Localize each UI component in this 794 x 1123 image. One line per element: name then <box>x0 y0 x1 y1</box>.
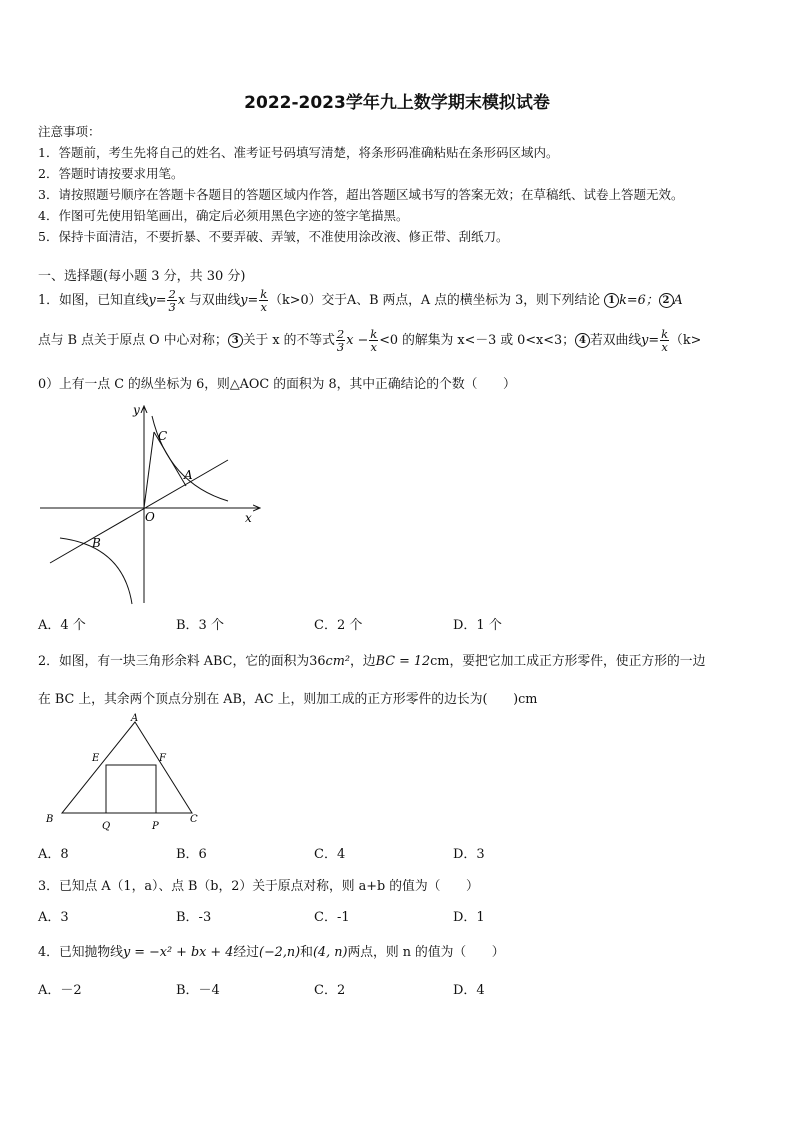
q1-line-2: 点与 B 点关于原点 O 中心对称； 3 关于 x 的不等式 $\frac{2}{3}$ x − $\frac{k}{x}$ <0 的解集为 x<－3 或 0<x<3； 4 若双曲线y= $\frac{k}{x}$ （k> <box>38 327 702 354</box>
q4-option-d[interactable]: D．4 <box>453 983 485 998</box>
q4-option-a[interactable]: A．－2 <box>38 983 82 998</box>
page-title: 2022-2023学年九上数学期末模拟试卷 <box>244 93 550 113</box>
circled-number: 3 <box>228 333 243 348</box>
q3-option-d[interactable]: D．1 <box>453 910 485 925</box>
q1-option-a[interactable]: A．4 个 <box>38 618 86 633</box>
label-e: E <box>92 753 100 764</box>
label-q: Q <box>102 821 111 832</box>
label-b: B <box>92 536 101 550</box>
label-o: O <box>145 510 155 524</box>
y-axis-label: y <box>133 403 140 417</box>
q1-option-b[interactable]: B．3 个 <box>176 618 224 633</box>
note-item: 3．请按照题号顺序在答题卡各题目的答题区域内作答，超出答题区域书写的答案无效；在草稿纸、试卷上答题无效。 <box>38 187 684 202</box>
label-a: A <box>184 468 193 482</box>
triangle-square-figure <box>40 710 215 835</box>
q2-line-1: 2．如图，有一块三角形余料 ABC，它的面积为36cm²，边BC = 12cm，要把它加工成正方形零件，使正方形的一边 <box>38 654 706 669</box>
note-item: 1．答题前，考生先将自己的姓名、准考证号码填写清楚，将条形码准确粘贴在条形码区域内。 <box>38 145 559 160</box>
circled-number: 1 <box>604 293 619 308</box>
q1-option-c[interactable]: C．2 个 <box>314 618 363 633</box>
q3-option-c[interactable]: C．-1 <box>314 910 350 925</box>
q2-option-a[interactable]: A．8 <box>38 847 69 862</box>
fraction: $\frac{k}{x}$ <box>661 327 669 354</box>
square-efpq <box>106 765 156 813</box>
hyperbola-figure <box>38 398 273 608</box>
q2-line-2: 在 BC 上，其余两个顶点分别在 AB，AC 上，则加工成的正方形零件的边长为( )cm <box>38 692 538 707</box>
q2-option-b[interactable]: B．6 <box>176 847 207 862</box>
q2-option-c[interactable]: C．4 <box>314 847 346 862</box>
note-item: 5．保持卡面清洁，不要折暴、不要弄破、弄皱，不准使用涂改液、修正带、刮纸刀。 <box>38 229 509 244</box>
line-through-origin <box>50 460 228 563</box>
q1-line-3: 0）上有一点 C 的纵坐标为 6，则△AOC 的面积为 8，其中正确结论的个数（ ） <box>38 377 516 392</box>
q1-option-d[interactable]: D．1 个 <box>453 618 502 633</box>
label-p: P <box>152 821 159 832</box>
notes-heading: 注意事项： <box>38 124 101 139</box>
q4-option-b[interactable]: B．－4 <box>176 983 220 998</box>
label-b: B <box>46 814 54 825</box>
q3-text: 3．已知点 A（1，a）、点 B（b，2）关于原点对称，则 a+b 的值为（ ） <box>38 879 479 894</box>
fraction: $\frac{k}{x}$ <box>260 287 268 314</box>
q2-option-d[interactable]: D．3 <box>453 847 485 862</box>
fraction: $\frac{2}{3}$ <box>168 287 176 314</box>
q3-option-a[interactable]: A．3 <box>38 910 69 925</box>
section-heading: 一、选择题(每小题 3 分，共 30 分) <box>38 269 246 284</box>
q4-text: 4．已知抛物线y = −x² + bx + 4经过(−2,n)和(4, n)两点，则 n 的值为（ ） <box>38 945 505 960</box>
fraction: $\frac{2}{3}$ <box>336 327 345 354</box>
label-f: F <box>159 753 166 764</box>
q1-line-1: 1．如图，已知直线y= $\frac{2}{3}$ x 与双曲线y= $\frac{k}{x}$ （k>0）交于A、B 两点，A 点的横坐标为 3，则下列结论 1 k=6； 2 A <box>38 287 683 314</box>
circled-number: 2 <box>659 293 674 308</box>
note-item: 4．作图可先使用铅笔画出，确定后必须用黑色字迹的签字笔描黑。 <box>38 208 409 223</box>
x-axis-label: x <box>245 511 252 525</box>
note-item: 2．答题时请按要求用笔。 <box>38 166 184 181</box>
fraction: $\frac{k}{x}$ <box>370 327 378 354</box>
circled-number: 4 <box>575 333 590 348</box>
triangle-abc <box>62 722 192 813</box>
label-c: C <box>190 814 198 825</box>
segment-oc <box>144 432 154 508</box>
label-a: A <box>131 713 139 724</box>
q4-option-c[interactable]: C．2 <box>314 983 346 998</box>
label-c: C <box>158 429 168 443</box>
q3-option-b[interactable]: B．-3 <box>176 910 212 925</box>
